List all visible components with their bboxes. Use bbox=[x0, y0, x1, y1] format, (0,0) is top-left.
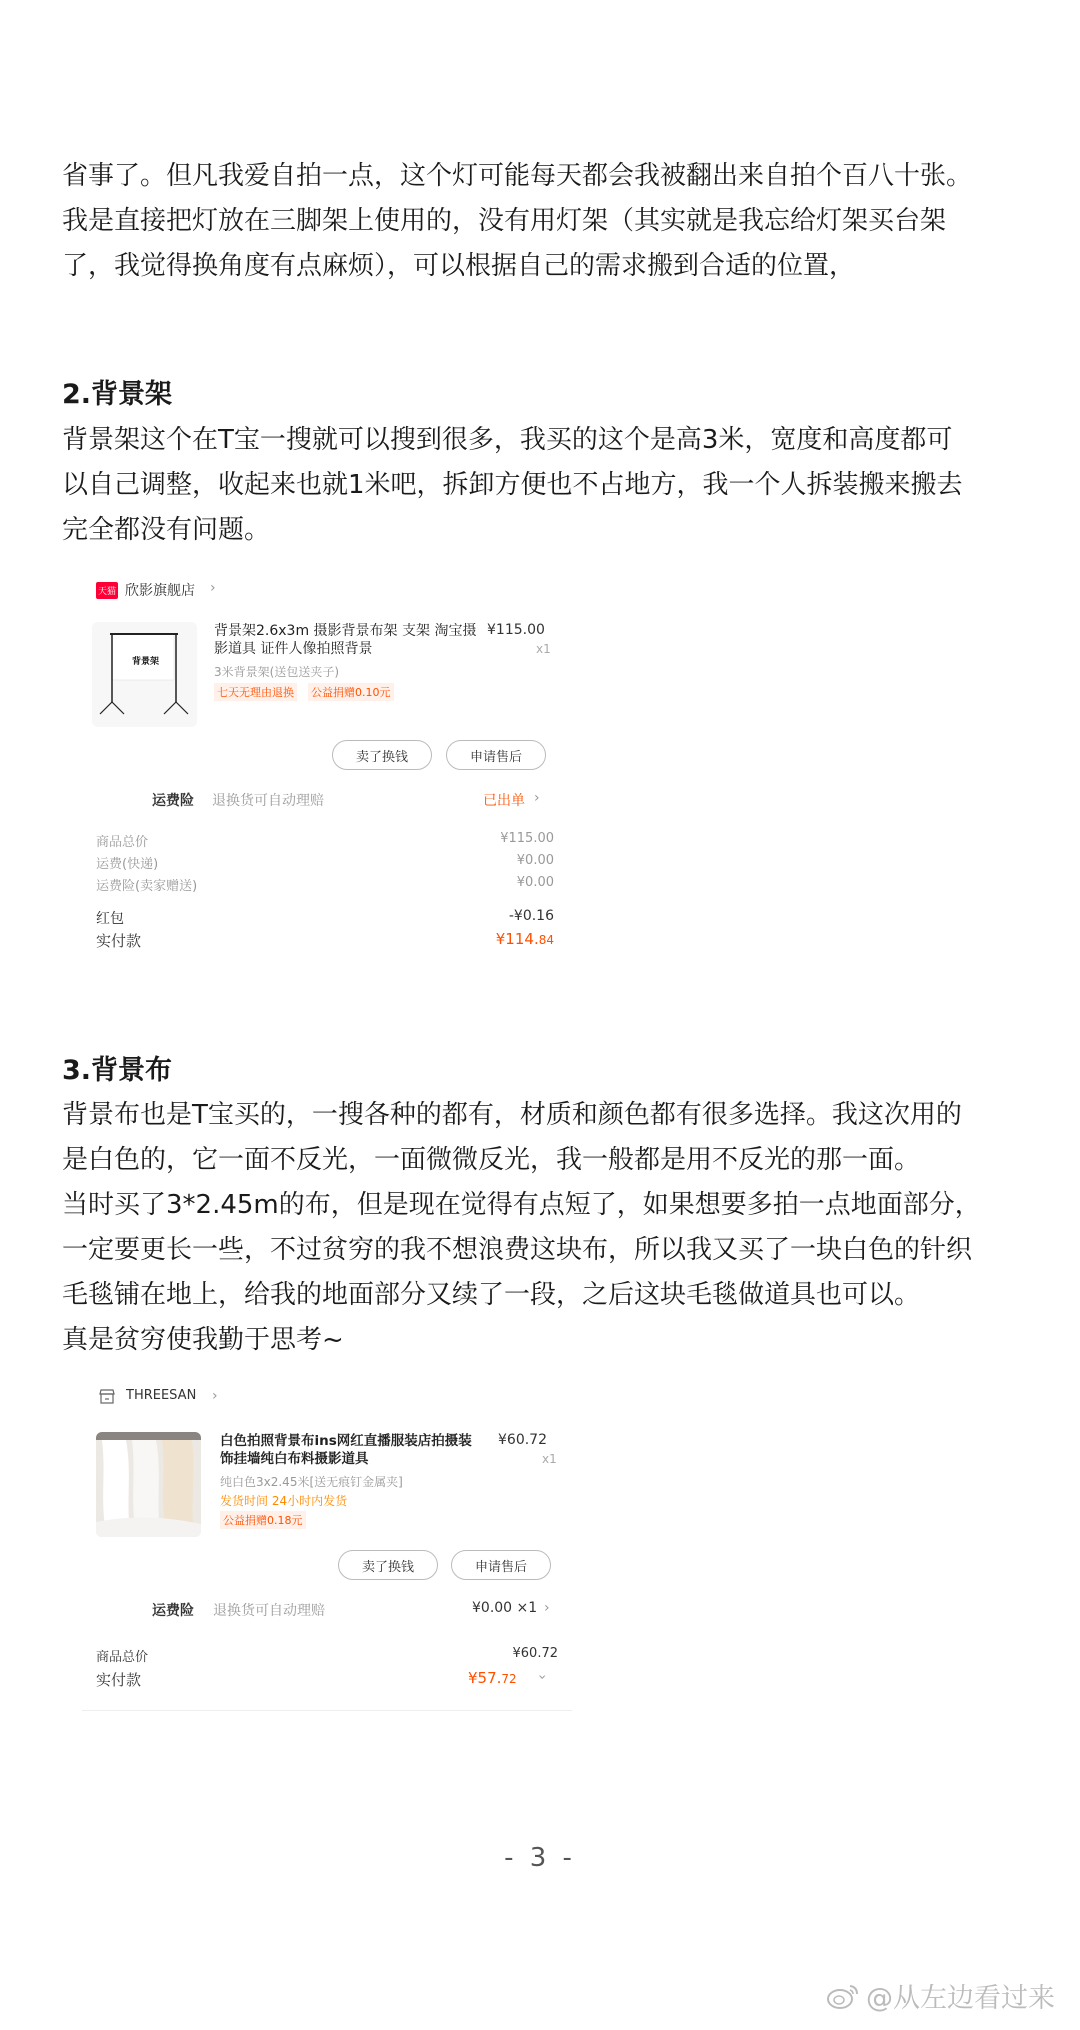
paid-amount bbox=[468, 1669, 517, 1687]
shipping-time: 发货时间 24小时内发货 bbox=[220, 1494, 348, 1508]
charity-tag: 公益捐赠0.10元 bbox=[308, 683, 394, 701]
tmall-badge-icon: 天猫 bbox=[96, 582, 118, 599]
white-cloth-image bbox=[96, 1432, 201, 1537]
section-2-paragraph bbox=[62, 418, 1032, 553]
background-stand-image bbox=[92, 622, 197, 727]
shipping-fee-label: 运费(快递) bbox=[96, 857, 159, 872]
section-3-line-6: 真是贫穷使我勤于思考~ bbox=[62, 1325, 344, 1355]
paid-amount bbox=[496, 930, 554, 948]
section-2-line-1: 背景架这个在T宝一搜就可以搜到很多，我买的这个是高3米，宽度和高度都可 bbox=[62, 425, 953, 455]
section-3-heading: 3.背景布 bbox=[62, 1055, 173, 1086]
after-sales-button[interactable]: 申请售后 bbox=[446, 740, 546, 770]
sell-button[interactable]: 卖了换钱 bbox=[332, 740, 432, 770]
paid-amount-main: ¥114. bbox=[495, 930, 539, 948]
intro-line-1: 省事了。但凡我爱自拍一点，这个灯可能每天都会我被翻出来自拍个百八十张。 bbox=[62, 161, 973, 191]
chevron-right-icon[interactable]: › bbox=[210, 580, 216, 596]
section-3-line-2: 是白色的，它一面不反光，一面微微反光，我一般都是用不反光的那一面。 bbox=[62, 1145, 921, 1175]
intro-line-2: 我是直接把灯放在三脚架上使用的，没有用灯架（其实就是我忘给灯架买台架 bbox=[62, 206, 947, 236]
shipping-insurance-note: 退换货可自动理赔 bbox=[212, 793, 324, 809]
paid-label: 实付款 bbox=[96, 1671, 142, 1689]
section-3-line-3: 当时买了3*2.45m的布，但是现在觉得有点短了，如果想要多拍一点地面部分， bbox=[62, 1190, 981, 1220]
product-title[interactable]: 背景架2.6x3m 摄影背景布架 支架 淘宝摄影道具 证件人像拍照背景 bbox=[214, 623, 477, 657]
section-3-line-4: 一定要更长一些，不过贫穷的我不想浪费这块布，所以我又买了一块白色的针织 bbox=[62, 1235, 973, 1265]
subtotal-value: ¥115.00 bbox=[500, 831, 554, 846]
discount-value: -¥0.16 bbox=[508, 908, 554, 924]
return-policy-tag: 七天无理由退换 bbox=[214, 683, 297, 701]
product-title[interactable]: 白色拍照背景布ins网红直播服装店拍摄装饰挂墙纯白布料摄影道具 bbox=[220, 1433, 472, 1467]
charity-tag: 公益捐赠0.18元 bbox=[220, 1511, 306, 1529]
shipping-insurance-label: 运费险 bbox=[152, 793, 194, 809]
intro-paragraph bbox=[62, 154, 1032, 289]
order-card-background-cloth bbox=[82, 1380, 572, 1711]
product-quantity: x1 bbox=[536, 642, 551, 656]
product-price: ¥60.72 bbox=[498, 1432, 547, 1448]
after-sales-button[interactable]: 申请售后 bbox=[451, 1550, 551, 1580]
paid-amount-decimal: 84 bbox=[538, 933, 554, 947]
weibo-logo-icon bbox=[826, 1982, 860, 2010]
chevron-down-icon[interactable]: › bbox=[533, 1674, 550, 1680]
section-3-line-1: 背景布也是T宝买的，一搜各种的都有，材质和颜色都有很多选择。我这次用的 bbox=[62, 1100, 962, 1130]
subtotal-label: 商品总价 bbox=[96, 835, 149, 850]
product-spec: 纯白色3x2.45米[送无痕钉金属夹] bbox=[220, 1475, 403, 1489]
paid-amount-decimal: 72 bbox=[501, 1672, 517, 1686]
sell-button[interactable]: 卖了换钱 bbox=[338, 1550, 438, 1580]
shipping-insurance-label: 运费险 bbox=[152, 1603, 194, 1619]
section-2-line-2: 以自己调整，收起来也就1米吧，拆卸方便也不占地方，我一个人拆装搬来搬去 bbox=[62, 470, 963, 500]
shipping-insurance-note: 退换货可自动理赔 bbox=[213, 1603, 325, 1619]
paid-amount-main: ¥57. bbox=[468, 1669, 502, 1687]
insurance-fee-label: 运费险(卖家赠送) bbox=[96, 879, 198, 894]
paid-label: 实付款 bbox=[96, 932, 142, 950]
shop-name[interactable]: 欣影旗舰店 bbox=[125, 583, 195, 599]
insurance-value[interactable]: ¥0.00 ×1 bbox=[472, 1600, 538, 1616]
weibo-watermark bbox=[826, 1976, 1055, 2015]
order-card-background-stand bbox=[82, 570, 572, 970]
shop-name[interactable]: THREESAN bbox=[126, 1388, 197, 1403]
product-price: ¥115.00 bbox=[487, 622, 545, 638]
product-thumbnail[interactable] bbox=[92, 622, 197, 727]
section-3-line-5: 毛毯铺在地上，给我的地面部分又续了一段，之后这块毛毯做道具也可以。 bbox=[62, 1280, 921, 1310]
intro-line-3: 了，我觉得换角度有点麻烦），可以根据自己的需求搬到合适的位置， bbox=[62, 251, 856, 281]
section-2-line-3: 完全都没有问题。 bbox=[62, 515, 271, 545]
store-icon bbox=[98, 1389, 116, 1405]
discount-label: 红包 bbox=[96, 911, 124, 927]
shipping-fee-value: ¥0.00 bbox=[516, 853, 554, 868]
chevron-right-icon[interactable]: › bbox=[212, 1388, 218, 1404]
product-thumbnail[interactable] bbox=[96, 1432, 201, 1537]
section-2-heading: 2.背景架 bbox=[62, 379, 173, 410]
subtotal-value: ¥60.72 bbox=[512, 1646, 558, 1661]
chevron-right-icon[interactable]: › bbox=[544, 1600, 550, 1616]
page-number: - 3 - bbox=[504, 1843, 576, 1873]
insurance-status[interactable]: 已出单 bbox=[483, 793, 525, 809]
insurance-fee-value: ¥0.00 bbox=[516, 875, 554, 890]
product-spec: 3米背景架(送包送夹子) bbox=[214, 665, 339, 679]
product-quantity: x1 bbox=[542, 1452, 557, 1466]
watermark-text: @从左边看过来 bbox=[866, 1983, 1055, 2014]
chevron-right-icon[interactable]: › bbox=[534, 790, 540, 806]
thumbnail-label: 背景架 bbox=[132, 657, 160, 667]
subtotal-label: 商品总价 bbox=[96, 1650, 149, 1665]
section-3-paragraph bbox=[62, 1093, 1032, 1363]
